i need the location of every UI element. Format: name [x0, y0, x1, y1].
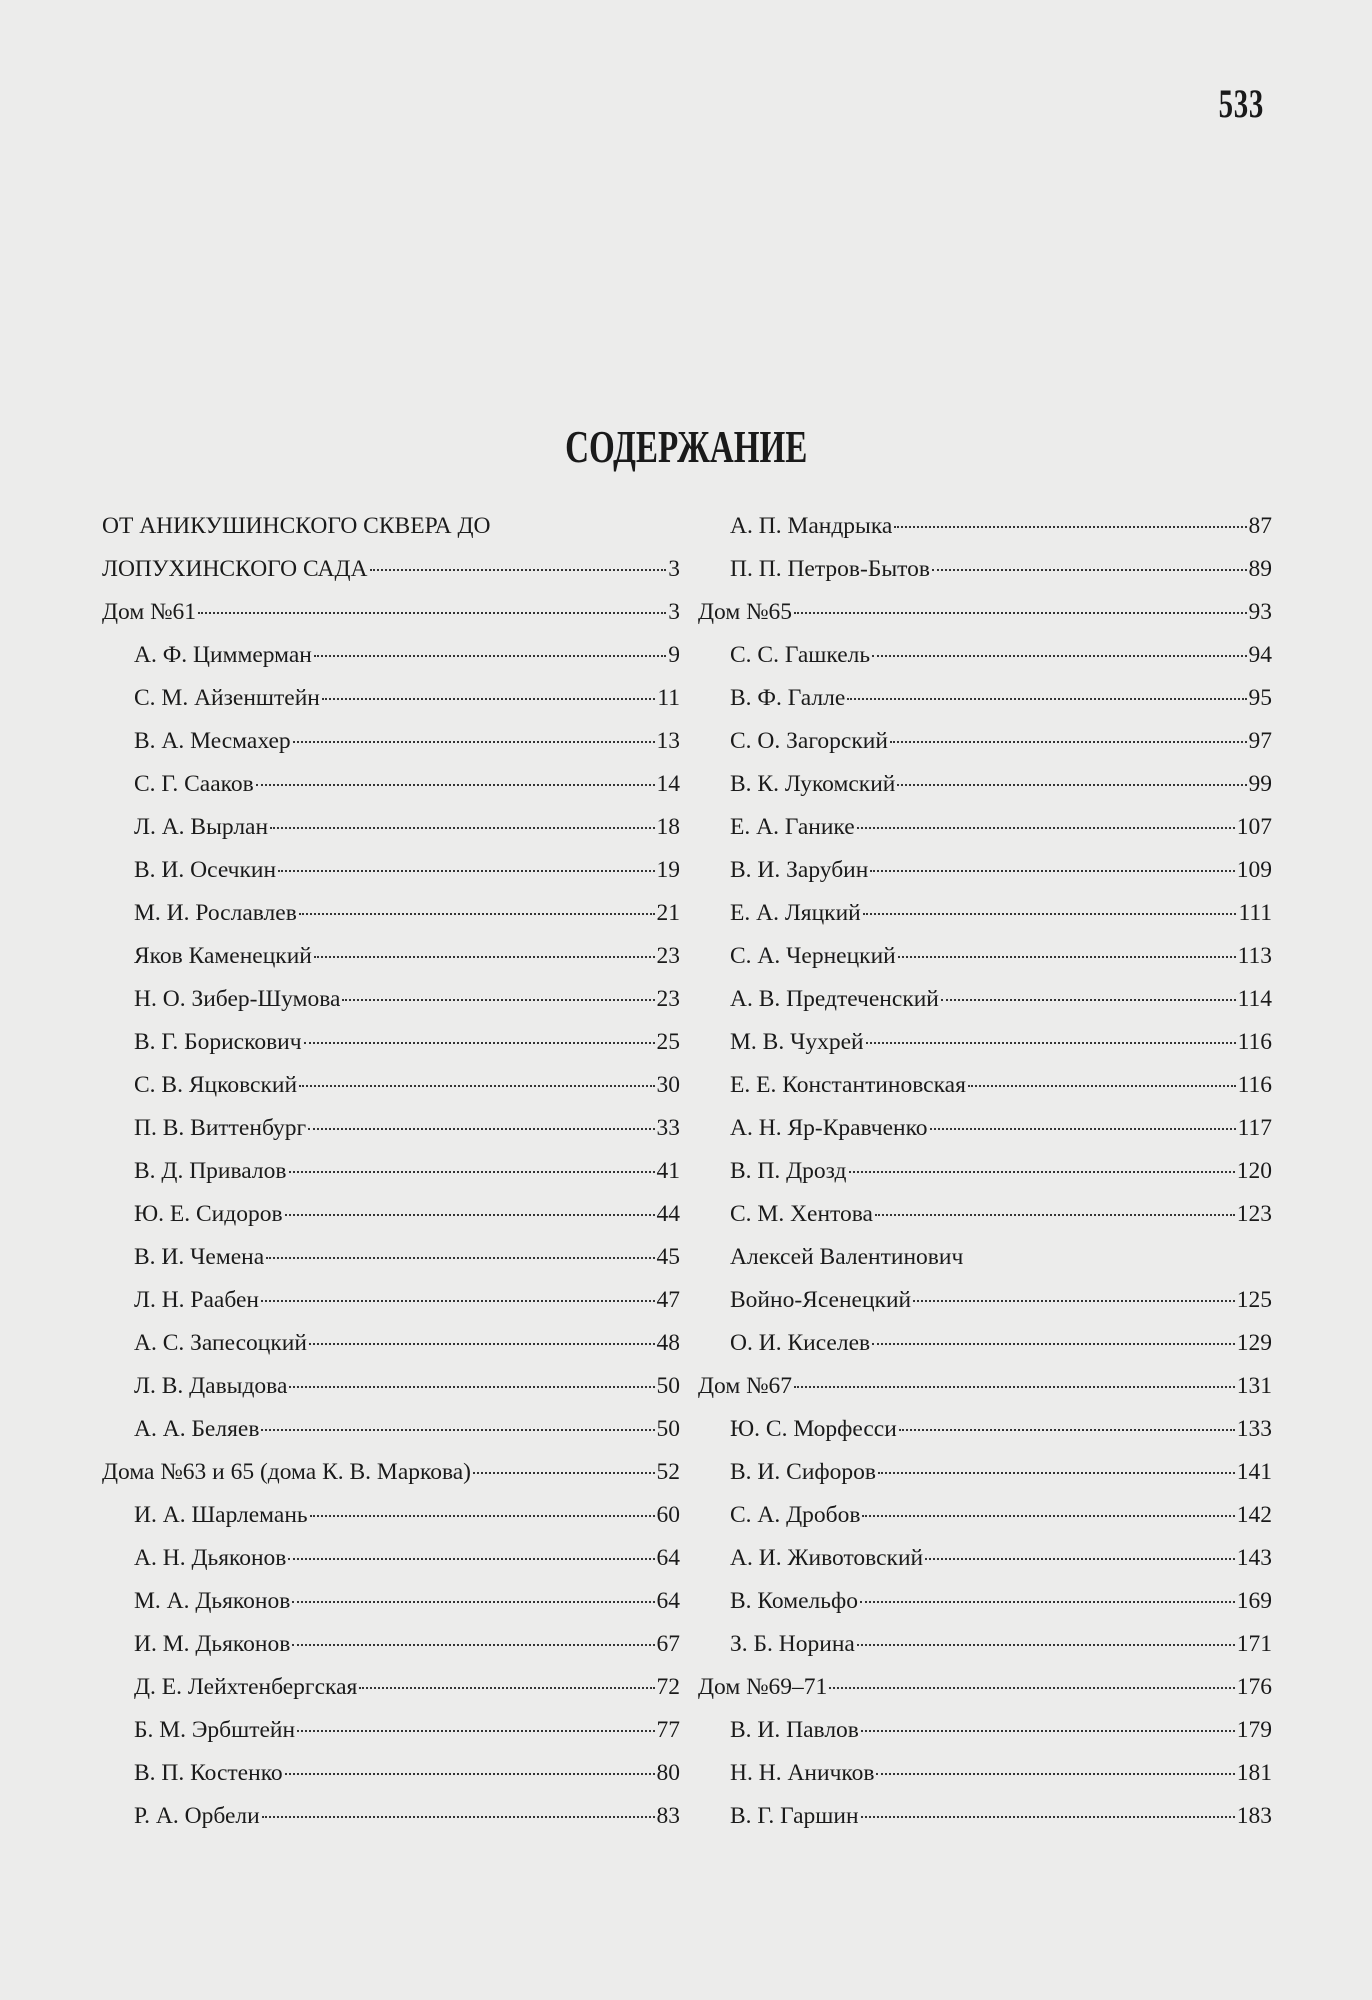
toc-entry-page: 19	[656, 857, 680, 883]
toc-entry	[698, 548, 1272, 591]
toc-entry	[698, 849, 1272, 892]
toc-entry-title: Дома №63 и 65 (дома К. В. Маркова)	[102, 1459, 472, 1485]
toc-entry-title: А. В. Предтеченский	[730, 986, 939, 1012]
dot-leader	[198, 612, 666, 614]
toc-entry	[102, 1580, 680, 1623]
toc-entry	[698, 978, 1272, 1021]
toc-entry-page: 89	[1248, 556, 1272, 582]
dot-leader	[289, 1386, 654, 1388]
dot-leader	[897, 784, 1246, 786]
dot-leader	[309, 1343, 655, 1345]
toc-entry-title: С. С. Гашкель	[730, 642, 871, 668]
dot-leader	[473, 1472, 654, 1474]
toc-section-entry	[698, 1666, 1272, 1709]
toc-entry-title: И. М. Дьяконов	[134, 1631, 291, 1657]
toc-entry-page: 80	[656, 1760, 680, 1786]
dot-leader	[310, 1515, 655, 1517]
dot-leader	[270, 827, 654, 829]
toc-entry-title: С. А. Дробов	[730, 1502, 861, 1528]
dot-leader	[890, 741, 1247, 743]
toc-entry-title: С. М. Хентова	[730, 1201, 873, 1227]
toc-entry	[698, 1580, 1272, 1623]
toc-entry	[698, 1322, 1272, 1365]
toc-entry-page: 142	[1236, 1502, 1272, 1528]
toc-entry-title: А. И. Животовский	[730, 1545, 924, 1571]
toc-entry-title: С. В. Яцковский	[134, 1072, 298, 1098]
toc-entry-page: 3	[668, 556, 680, 582]
dot-leader	[261, 1300, 655, 1302]
toc-entry	[102, 763, 680, 806]
toc-entry-title: Алексей Валентинович	[730, 1244, 964, 1270]
toc-entry	[102, 978, 680, 1021]
toc-entry-page: 11	[657, 685, 680, 711]
toc-section-entry	[102, 548, 680, 591]
toc-entry	[698, 1064, 1272, 1107]
toc-entry-page: 133	[1236, 1416, 1272, 1442]
dot-leader	[857, 1644, 1235, 1646]
toc-entry-page: 99	[1248, 771, 1272, 797]
toc-entry-title: Дом №61	[102, 599, 196, 625]
toc-entry-page: 120	[1236, 1158, 1272, 1184]
toc-entry-title: М. А. Дьяконов	[134, 1588, 291, 1614]
dot-leader	[256, 784, 655, 786]
dot-leader	[285, 1214, 655, 1216]
toc-entry	[102, 1021, 680, 1064]
dot-leader	[932, 569, 1247, 571]
toc-entry-title: С. М. Айзенштейн	[134, 685, 320, 711]
toc-entry	[698, 1451, 1272, 1494]
toc-entry-page: 183	[1236, 1803, 1272, 1829]
toc-entry-page: 47	[656, 1287, 680, 1313]
toc-entry-title: А. С. Запесоцкий	[134, 1330, 307, 1356]
toc-entry-title: В. Г. Гаршин	[730, 1803, 859, 1829]
dot-leader	[359, 1687, 654, 1689]
toc-entry-page: 141	[1236, 1459, 1272, 1485]
dot-leader	[863, 913, 1237, 915]
toc-entry-title: С. Г. Сааков	[134, 771, 254, 797]
toc-entry	[102, 1795, 680, 1838]
dot-leader	[288, 1558, 654, 1560]
toc-entry-page: 25	[656, 1029, 680, 1055]
toc-section-entry	[102, 591, 680, 634]
toc-entry-title: В. Д. Привалов	[134, 1158, 287, 1184]
toc-section-entry	[698, 1365, 1272, 1408]
toc-entry-page: 117	[1237, 1115, 1272, 1141]
dot-leader	[299, 1085, 654, 1087]
toc-entry-title: Яков Каменецкий	[134, 943, 312, 969]
toc-section-entry	[102, 505, 680, 548]
toc-entry-title: Е. А. Ганике	[730, 814, 855, 840]
toc-entry	[698, 935, 1272, 978]
toc-entry-title: З. Б. Норина	[730, 1631, 855, 1657]
toc-right-column	[698, 505, 1272, 1838]
toc-entry-page: 181	[1236, 1760, 1272, 1786]
dot-leader	[898, 956, 1236, 958]
dot-leader	[314, 956, 655, 958]
toc-entry-title: ЛОПУХИНСКОГО САДА	[102, 556, 368, 582]
dot-leader	[829, 1687, 1235, 1689]
toc-entry	[102, 1107, 680, 1150]
toc-entry-page: 23	[656, 943, 680, 969]
toc-entry-page: 123	[1236, 1201, 1272, 1227]
toc-entry	[102, 1494, 680, 1537]
dot-leader	[899, 1429, 1235, 1431]
dot-leader	[872, 655, 1246, 657]
toc-entry	[698, 892, 1272, 935]
dot-leader	[847, 698, 1246, 700]
toc-entry	[698, 634, 1272, 677]
dot-leader	[968, 1085, 1236, 1087]
toc-entry-title: А. А. Беляев	[134, 1416, 260, 1442]
toc-entry-page: 13	[656, 728, 680, 754]
toc-entry-page: 72	[656, 1674, 680, 1700]
toc-entry	[698, 677, 1272, 720]
dot-leader	[278, 870, 654, 872]
toc-entry-title: П. П. Петров-Бытов	[730, 556, 930, 582]
toc-entry-page: 97	[1248, 728, 1272, 754]
dot-leader	[308, 1128, 654, 1130]
toc-entry	[698, 1150, 1272, 1193]
toc-entry-title: ОТ АНИКУШИНСКОГО СКВЕРА ДО	[102, 513, 491, 539]
toc-entry-title: С. А. Чернецкий	[730, 943, 896, 969]
toc-entry	[698, 1494, 1272, 1537]
toc-entry-title: Ю. С. Морфесси	[730, 1416, 897, 1442]
dot-leader	[289, 1171, 655, 1173]
toc-entry-title: В. Г. Борискович	[134, 1029, 302, 1055]
toc-entry-page: 113	[1237, 943, 1272, 969]
toc-entry	[698, 1623, 1272, 1666]
dot-leader	[930, 1128, 1236, 1130]
toc-entry-title: Р. А. Орбели	[134, 1803, 260, 1829]
toc-entry	[698, 1107, 1272, 1150]
toc-entry	[698, 1795, 1272, 1838]
dot-leader	[370, 569, 667, 571]
page-number: 533	[1218, 81, 1264, 126]
toc-entry-page: 18	[656, 814, 680, 840]
dot-leader	[794, 1386, 1235, 1388]
dot-leader	[872, 1343, 1235, 1345]
toc-entry-title: В. И. Зарубин	[730, 857, 869, 883]
toc-left-column	[102, 505, 680, 1838]
dot-leader	[870, 870, 1234, 872]
toc-entry	[102, 1236, 680, 1279]
toc-entry-page: 64	[656, 1545, 680, 1571]
toc-entry	[102, 1365, 680, 1408]
toc-entry	[698, 1709, 1272, 1752]
toc-entry-title: Дом №69–71	[698, 1674, 828, 1700]
toc-entry-title: Дом №65	[698, 599, 792, 625]
dot-leader	[794, 612, 1247, 614]
toc-entry	[698, 1236, 1272, 1279]
dot-leader	[876, 1773, 1234, 1775]
toc-entry-title: Н. Н. Аничков	[730, 1760, 875, 1786]
toc-entry-page: 94	[1248, 642, 1272, 668]
dot-leader	[299, 913, 655, 915]
toc-entry-title: Е. А. Ляцкий	[730, 900, 861, 926]
toc-entry	[102, 677, 680, 720]
dot-leader	[314, 655, 666, 657]
toc-entry	[698, 1752, 1272, 1795]
toc-entry	[102, 1408, 680, 1451]
toc-section-entry	[102, 1451, 680, 1494]
toc-entry-page: 9	[668, 642, 680, 668]
toc-entry-title: А. П. Мандрыка	[730, 513, 893, 539]
toc-entry-title: А. Ф. Циммерман	[134, 642, 312, 668]
toc-entry-page: 131	[1236, 1373, 1272, 1399]
page-title	[0, 420, 1372, 473]
toc-entry	[102, 1537, 680, 1580]
toc-entry-page: 14	[656, 771, 680, 797]
dot-leader	[925, 1558, 1235, 1560]
toc-entry-page: 60	[656, 1502, 680, 1528]
toc-entry-title: А. Н. Дьяконов	[134, 1545, 287, 1571]
toc-entry	[102, 806, 680, 849]
toc-entry-title: Л. В. Давыдова	[134, 1373, 288, 1399]
toc-entry	[698, 806, 1272, 849]
toc-entry	[698, 763, 1272, 806]
toc-entry-page: 176	[1236, 1674, 1272, 1700]
toc-entry-title: В. И. Сифоров	[730, 1459, 876, 1485]
toc-entry	[102, 1322, 680, 1365]
dot-leader	[297, 1730, 654, 1732]
toc-entry	[102, 1623, 680, 1666]
dot-leader	[293, 741, 655, 743]
toc-entry	[698, 1193, 1272, 1236]
dot-leader	[342, 999, 654, 1001]
toc-entry-page: 87	[1248, 513, 1272, 539]
toc-entry-title: В. К. Лукомский	[730, 771, 896, 797]
toc-entry-title: В. П. Дрозд	[730, 1158, 847, 1184]
toc-entry-page: 50	[656, 1416, 680, 1442]
toc-entry	[102, 1193, 680, 1236]
toc-entry	[102, 1064, 680, 1107]
toc-entry-title: П. В. Виттенбург	[134, 1115, 307, 1141]
toc-entry-title: Л. А. Вырлан	[134, 814, 269, 840]
toc-entry	[102, 1752, 680, 1795]
toc-entry-title: О. И. Киселев	[730, 1330, 871, 1356]
toc-entry-title: И. А. Шарлемань	[134, 1502, 308, 1528]
toc-entry	[102, 1666, 680, 1709]
toc-entry-title: Б. М. Эрбштейн	[134, 1717, 296, 1743]
toc-entry-title: В. А. Месмахер	[134, 728, 291, 754]
toc-entry-page: 116	[1237, 1072, 1272, 1098]
toc-entry	[102, 1709, 680, 1752]
toc-entry-title: С. О. Загорский	[730, 728, 888, 754]
dot-leader	[860, 1601, 1235, 1603]
toc-entry	[102, 849, 680, 892]
toc-entry	[698, 505, 1272, 548]
toc-entry-page: 44	[656, 1201, 680, 1227]
toc-entry-page: 21	[656, 900, 680, 926]
toc-entry-title: В. И. Чемена	[134, 1244, 265, 1270]
dot-leader	[861, 1816, 1235, 1818]
toc-entry-page: 114	[1237, 986, 1272, 1012]
dot-leader	[304, 1042, 655, 1044]
toc-entry-title: Ю. Е. Сидоров	[134, 1201, 283, 1227]
toc-entry-page: 111	[1238, 900, 1272, 926]
toc-entry-title: А. Н. Яр-Кравченко	[730, 1115, 928, 1141]
page-title-text: СОДЕРЖАНИЕ	[564, 421, 808, 472]
toc-entry-page: 48	[656, 1330, 680, 1356]
dot-leader	[849, 1171, 1235, 1173]
toc-entry-page: 107	[1236, 814, 1272, 840]
dot-leader	[262, 1816, 655, 1818]
toc-entry-page: 125	[1236, 1287, 1272, 1313]
toc-entry-page: 45	[656, 1244, 680, 1270]
toc-entry	[698, 1021, 1272, 1064]
toc-entry-page: 77	[656, 1717, 680, 1743]
toc-entry-page: 33	[656, 1115, 680, 1141]
toc-entry-title: Д. Е. Лейхтенбергская	[134, 1674, 358, 1700]
dot-leader	[322, 698, 656, 700]
toc-entry-title: Е. Е. Константиновская	[730, 1072, 966, 1098]
toc-section-entry	[698, 591, 1272, 634]
dot-leader	[285, 1773, 655, 1775]
toc-entry-title: В. И. Осечкин	[134, 857, 277, 883]
toc-entry-page: 143	[1236, 1545, 1272, 1571]
dot-leader	[292, 1644, 654, 1646]
toc-entry-title: Войно-Ясенецкий	[730, 1287, 912, 1313]
dot-leader	[878, 1472, 1235, 1474]
toc-entry	[102, 892, 680, 935]
toc-entry-page: 109	[1236, 857, 1272, 883]
toc-entry-page: 50	[656, 1373, 680, 1399]
toc-entry-title: М. И. Рославлев	[134, 900, 297, 926]
toc-entry-page: 116	[1237, 1029, 1272, 1055]
dot-leader	[913, 1300, 1235, 1302]
toc-entry-page: 129	[1236, 1330, 1272, 1356]
dot-leader	[266, 1257, 654, 1259]
toc-entry-page: 52	[656, 1459, 680, 1485]
toc-entry	[698, 1279, 1272, 1322]
toc-entry	[102, 720, 680, 763]
toc-entry-page: 67	[656, 1631, 680, 1657]
toc-entry-page: 30	[656, 1072, 680, 1098]
dot-leader	[894, 526, 1246, 528]
toc-entry-title: В. Ф. Галле	[730, 685, 846, 711]
toc-entry	[698, 1408, 1272, 1451]
toc-entry-title: Дом №67	[698, 1373, 792, 1399]
toc-entry-page: 95	[1248, 685, 1272, 711]
toc-entry	[102, 1150, 680, 1193]
toc-entry-title: В. П. Костенко	[134, 1760, 283, 1786]
toc-entry	[698, 720, 1272, 763]
toc-entry-page: 169	[1236, 1588, 1272, 1614]
toc-entry-title: В. Комельфо	[730, 1588, 858, 1614]
dot-leader	[857, 827, 1235, 829]
toc-entry	[102, 1279, 680, 1322]
dot-leader	[866, 1042, 1236, 1044]
toc-entry-title: Л. Н. Раабен	[134, 1287, 259, 1313]
toc-entry	[102, 634, 680, 677]
toc-entry	[698, 1537, 1272, 1580]
toc-entry-page: 93	[1248, 599, 1272, 625]
dot-leader	[261, 1429, 654, 1431]
toc-entry-title: М. В. Чухрей	[730, 1029, 864, 1055]
toc-entry-page: 64	[656, 1588, 680, 1614]
toc-entry-page: 23	[656, 986, 680, 1012]
dot-leader	[862, 1515, 1234, 1517]
toc-entry-page: 41	[656, 1158, 680, 1184]
dot-leader	[941, 999, 1236, 1001]
toc-entry-page: 171	[1236, 1631, 1272, 1657]
dot-leader	[875, 1214, 1235, 1216]
toc-entry-page: 3	[668, 599, 680, 625]
toc-entry-page: 83	[656, 1803, 680, 1829]
dot-leader	[861, 1730, 1235, 1732]
dot-leader	[292, 1601, 654, 1603]
toc-entry-title: Н. О. Зибер-Шумова	[134, 986, 341, 1012]
toc-entry-title: В. И. Павлов	[730, 1717, 859, 1743]
toc-entry	[102, 935, 680, 978]
toc-entry-page: 179	[1236, 1717, 1272, 1743]
